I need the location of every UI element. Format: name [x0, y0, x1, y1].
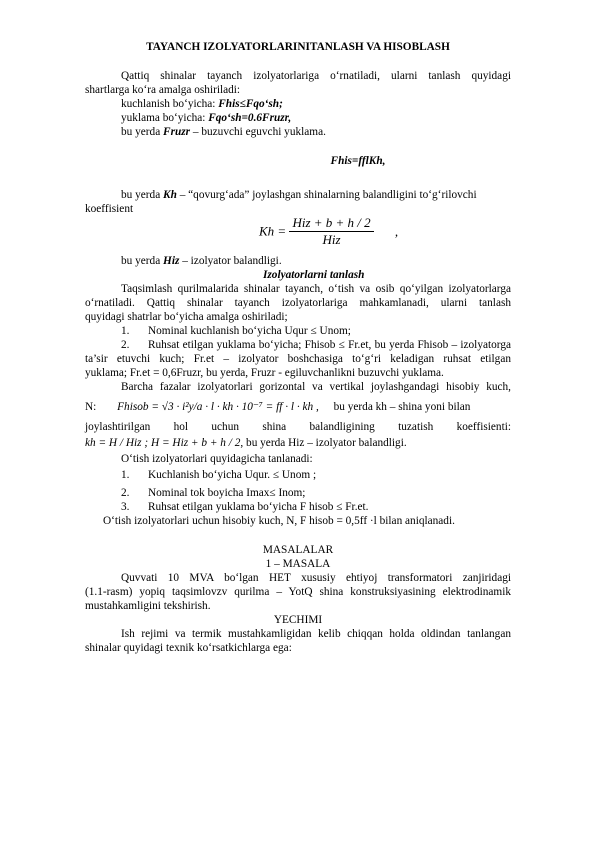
paragraph-3-line-1: Barcha fazalar izolyatorlari gorizontal va vertikal joylashgandagi hisobiy kuch,	[121, 381, 511, 393]
height-description: , bu yerda Hiz – izolyator balandligi.	[240, 437, 407, 449]
condition-load	[121, 111, 511, 125]
paragraph-1-line-1: Qattiq shinalar tayanch izolyatorlariga o‘rnatiladi, ularni tanlash quyidagi	[121, 70, 511, 82]
section-subtitle: Izolyatorlarni tanlash	[263, 269, 365, 281]
solution-line-1: Ish rejimi va termik mustahkamligidan kelib chiqqan holda oldindan tanlangan	[121, 628, 511, 640]
paragraph-3-line-2	[85, 400, 511, 414]
transit-item-1	[121, 468, 511, 482]
height-formula: kh = H / Hiz ; H = Hiz + b + h / 2	[85, 437, 241, 449]
paragraph-2-line-1: Taqsimlash qurilmalarida shinalar tayanch, o‘tish va osib qo‘yilgan izolyatorlarga	[121, 283, 511, 295]
list-item-2-line-3: yuklama; Fr.et = 0,6Fruzr, bu yerda, Fruzr - egiluvchanlikni buzuvchi yuklama.	[85, 367, 444, 379]
formula-fhis: Fhis=fflKh,	[330, 155, 386, 167]
condition-definition	[121, 125, 511, 139]
paragraph-5: O‘tish izolyatorlari uchun hisobiy kuch, N, F hisob = 0,5ff ·l bilan aniqlanadi.	[103, 515, 455, 527]
transit-item-2	[121, 486, 511, 500]
paragraph-2-line-3: quyidagi shatrlar bo‘yicha amalga oshiriladi;	[85, 311, 288, 323]
paragraph-4: O‘tish izolyatorlari quyidagicha tanlanadi:	[121, 453, 313, 465]
section-title: MASALALAR	[262, 544, 334, 556]
kh-formula-denominator: Hiz	[322, 232, 341, 247]
kh-prefix: bu yerda	[121, 189, 164, 201]
hiz-variable: Hiz	[163, 255, 180, 267]
condition-load-formula: Fqo‘sh=0.6Fruzr,	[208, 112, 292, 124]
list-item-1	[121, 324, 511, 338]
kh-formula	[259, 215, 398, 248]
paragraph-1-line-2: shartlarga ko‘ra amalga oshiriladi:	[85, 84, 241, 96]
list-item-2-line-1	[121, 338, 511, 352]
problem-line-2: (1.1-rasm) yopiq taqsimlovzv qurilma – YotQ shina konstruksiyasining elektrodinamik	[85, 586, 511, 598]
force-formula: Fhisob = √3 · i²y/a · l · kh · 10⁻⁷ = ff · l · kh ,	[117, 401, 319, 413]
list-text: Ruhsat etilgan yuklama bo‘yicha; Fhisob ≤ Fr.et, bu yerda Fhisob – izolyatorga	[148, 339, 511, 351]
problem-line-1: Quvvati 10 MVA bo‘lgan HET xususiy ehtiyoj transformatori zanjiridagi	[121, 572, 511, 584]
kh-definition-line-1	[121, 188, 511, 202]
hiz-prefix: bu yerda	[121, 255, 164, 267]
paragraph-3-line-3: joylashtirilgan hol uchun shina balandligining tuzatish koeffisienti:	[85, 421, 511, 433]
list-number: 2.	[121, 487, 130, 499]
list-number: 3.	[121, 501, 130, 513]
kh-formula-lhs: Kh =	[259, 223, 287, 239]
hiz-definition	[121, 254, 511, 268]
kh-formula-end: ,	[394, 223, 399, 239]
list-text: Kuchlanish bo‘yicha Uqur. ≤ Unom ;	[148, 469, 317, 481]
problem-title: 1 – MASALA	[265, 558, 331, 570]
transit-item-3	[121, 500, 511, 514]
solution-line-2: shinalar quyidagi texnik ko‘rsatkichlarga ega:	[85, 642, 292, 654]
force-description: bu yerda kh – shina yoni bilan	[333, 401, 471, 413]
kh-variable: Kh	[163, 189, 177, 201]
list-text: Nominal tok boyicha Imax≤ Inom;	[148, 487, 306, 499]
kh-formula-fraction	[289, 215, 373, 248]
definition-prefix: bu yerda	[121, 126, 164, 138]
definition-variable: Fruzr	[163, 126, 191, 138]
condition-voltage	[121, 97, 511, 111]
list-text: Nominal kuchlanish bo‘yicha Uqur ≤ Unom;	[148, 325, 351, 337]
solution-title: YECHIMI	[273, 614, 323, 626]
kh-definition-line-2: koeffisient	[85, 203, 134, 215]
hiz-description: – izolyator balandligi.	[179, 255, 282, 267]
condition-voltage-formula: Fhis≤Fqo‘sh;	[218, 98, 283, 110]
paragraph-2-line-2: o‘rnatiladi. Qattiq shinalar tayanch izolyatorlariga mahkamlanadi, ularni tanlash	[85, 297, 511, 309]
kh-formula-numerator: Hiz + b + h / 2	[289, 215, 373, 232]
paragraph-3-line-4	[85, 436, 511, 450]
condition-voltage-text: kuchlanish bo‘yicha:	[121, 98, 219, 110]
kh-description: – “qovurg‘ada” joylashgan shinalarning balandligini to‘g‘rilovchi	[176, 189, 477, 201]
problem-line-3: mustahkamligini tekshirish.	[85, 600, 211, 612]
page-title: TAYANCH IZOLYATORLARINITANLASH VA HISOBLASH	[146, 41, 450, 53]
list-item-2-line-2: ta’sir etuvchi kuch; Fr.et – izolyator boshchasiga to‘g‘ri keladigan ruhsat etilgan	[85, 353, 511, 365]
list-number: 1.	[121, 325, 130, 337]
force-label: N:	[85, 401, 97, 413]
list-text: Ruhsat etilgan yuklama bo‘yicha F hisob ≤ Fr.et.	[148, 501, 369, 513]
definition-rest: – buzuvchi eguvchi yuklama.	[190, 126, 326, 138]
list-number: 2.	[121, 339, 130, 351]
list-number: 1.	[121, 469, 130, 481]
condition-load-text: yuklama bo‘yicha:	[121, 112, 209, 124]
